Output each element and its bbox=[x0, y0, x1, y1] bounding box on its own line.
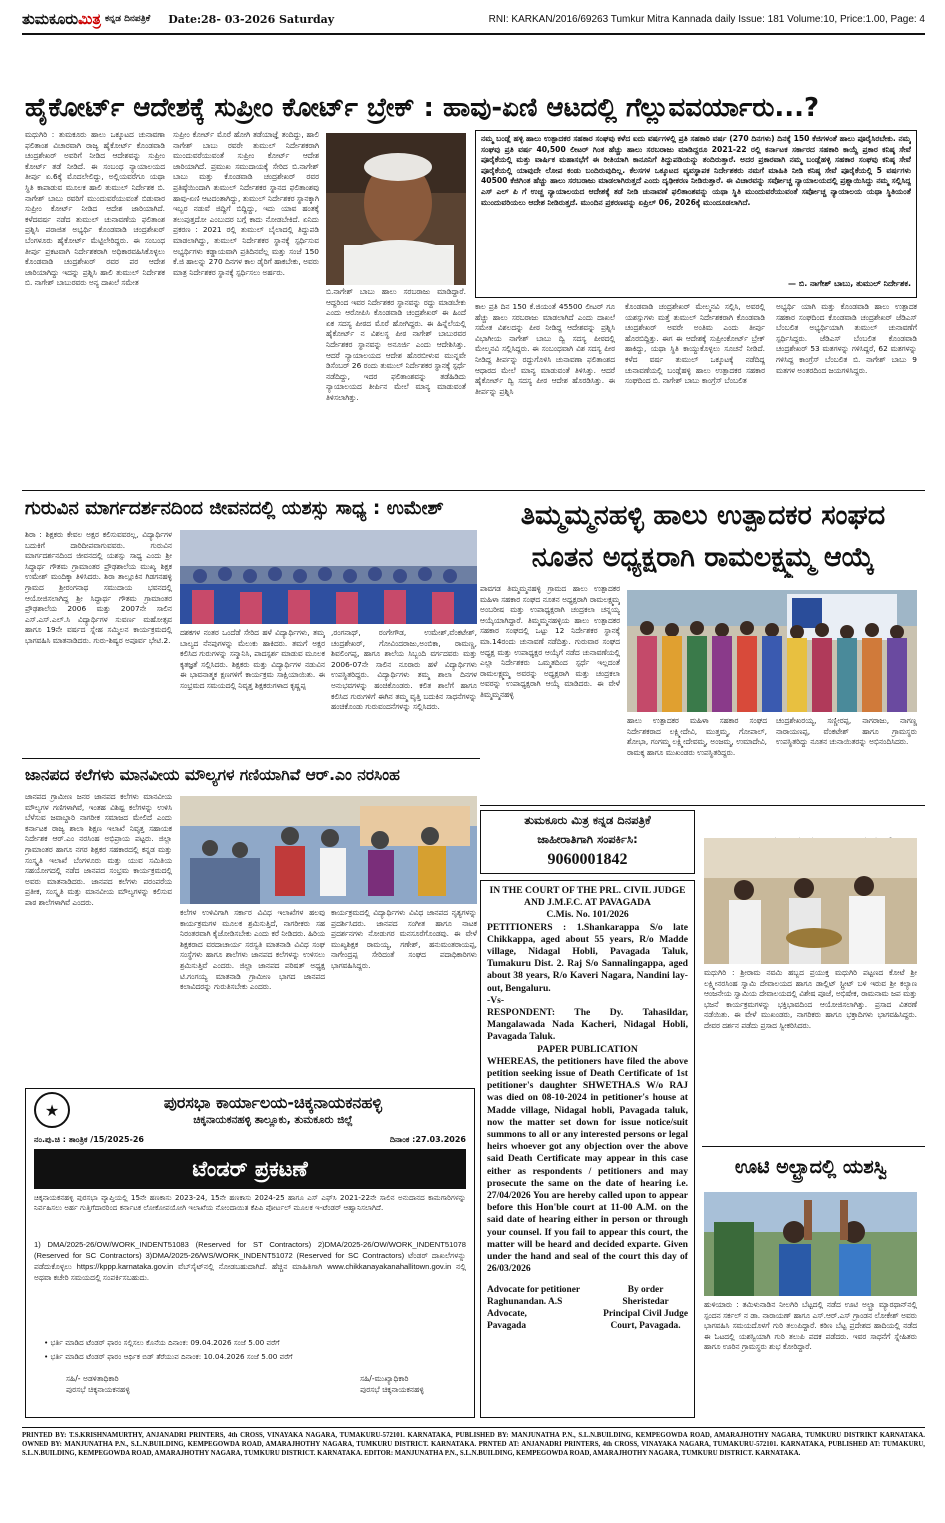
court-notice bbox=[480, 880, 695, 1418]
rule-1 bbox=[22, 490, 925, 491]
story4-col1: ಪಾವಗಡ ತಿಮ್ಮಮ್ಮನಹಳ್ಳಿ ಗ್ರಾಮದ ಹಾಲು ಉತ್ಪಾದಕರ ಮಹಿಳಾ ಸಹಕಾರ ಸಂಘದ ನೂತನ ಅಧ್ಯಕ್ಷರಾಗಿ ರಾಮಲಕ್ಷ್ಮಮ್ಮ ಅಂಬರೀಷ ಮತ್ತು ಉಪಾಧ್ಯಕ್ಷರಾಗಿ ಚಂದ್ರಕಲಾ ಚನ್ನಯ್ಯ ಆಯ್ಕೆಯಾಗಿದ್ದಾರೆ. ತಿಮ್ಮಮ್ಮನಹಳ್ಳಿಯ ಹಾಲು ಉತ್ಪಾದಕರ ಸಹಕಾರ ಸಂಘದಲ್ಲಿ ಒಟ್ಟು 12 ನಿರ್ದೇಶಕರ ಸ್ಥಾನಕ್ಕೆ ಮಾ.14ರಂದು ಚುನಾವಣೆ ನಡೆದಿತ್ತು. ಗುರುವಾರ ಸಂಘದ ಅಧ್ಯಕ್ಷ ಮತ್ತು ಉಪಾಧ್ಯಕ್ಷರ ಆಯ್ಕೆಗೆ ನಡೆದ ಚುನಾವಣೆಯಲ್ಲಿ ಎಲ್ಲಾ ನಿರ್ದೇಶಕರು ಒಮ್ಮತದಿಂದ ಸ್ಪರ್ಧೆ ಇಲ್ಲದಂತೆ ರಾಮಲಕ್ಷ್ಮಮ್ಮ ಅವರನ್ನು ಅಧ್ಯಕ್ಷರಾಗಿ ಮತ್ತು ಚಂದ್ರಕಲಾ ಅವರನ್ನು ಉಪಾಧ್ಯಕ್ಷರಾಗಿ ಆಯ್ಕೆ ಮಾಡಿದರು. ಈ ವೇಳೆ ತಿಮ್ಮಮ್ಮನಹಳ್ಳಿ bbox=[480, 584, 620, 699]
footer-rule bbox=[22, 1427, 925, 1428]
story1-col1: ಮಧುಗಿರಿ : ತುಮಕೂರು ಹಾಲು ಒಕ್ಕೂಟದ ಚುನಾವಣಾ ಫಲಿತಾಂಶ ವಿಚಾರವಾಗಿ ರಾಜ್ಯ ಹೈಕೋರ್ಟ್ ಕೊಂಡವಾಡಿ ಚಂದ್ರಶೇಖರ್ ಅವರಿಗೆ ನೀಡಿದ ಆದೇಶವನ್ನು ಸುಪ್ರೀಂ ಕೋರ್ಟ್ ತಡೆ ನೀಡಿದೆ. ಈ ಸಂಬಂಧ ನ್ಯಾಯಾಲಯದ ತೀರ್ಪು ಏ.6ಕ್ಕೆ ಮೊದಲೇಲಿದ್ದು, ಅಲ್ಲಿಯವರೆಗೂ ಯಥಾ ಸ್ಥಿತಿ ಕಾಪಾಡುವ ಮೂಲಕ ಹಾಲಿ ತುಮುಲ್ ನಿರ್ದೇಶಕ ಬಿ. ನಾಗೇಶ್ ಬಾಬು ರವರಿಗೆ ಮುಂದುವರೆಯುವಂತೆ ಬಿಡುವಾರ ಸುಪ್ರೀಂ ಕೋರ್ಟ್ ನೀಡಿದ ಆದೇಶ ಜಾರಿಯಾಗಿದೆ. ಕಳೆದವರ್ಷ ನಡೆದ ತುಮುಲ್ ಚುನಾವಣೆಯ ಫಲಿತಾಂಶ ಪ್ರಶ್ನಿಸಿ ಪರಾಜಿತ ಅಭ್ಯರ್ಥಿ ಕೊಂಡವಾಡಿ ಚಂದ್ರಶೇಖರ್ ಬೆಂಗಳೂರು ಹೈಕೋರ್ಟ್ ಮೆಟ್ಟಿಲೇರಿದ್ದರು. ಈ ಸಂಬಂಧ ತೀರ್ಪು ಪ್ರಕಟವಾಗಿ ನಿರ್ದೇಶಕರಾಗಿ ಅಧಿಕಾರವಹಿಸಿಕೊಳ್ಳಲು ಕೊಂಡವಾಡಿ ಚಂದ್ರಶೇಖರ್ ರವರ ಪರ ಆದೇಶ ಜಾರಿಯಾಗಿದ್ದು ಇದನ್ನು ಪ್ರಶ್ನಿಸಿ ಹಾಲಿ ತುಮುಲ್ ನಿರ್ದೇಶಕ ಬಿ. ನಾಗೇಶ್ ಬಾಬುರವರು ಅನ್ಯ ದಾಖಲೆ ಸಮೇತ bbox=[25, 130, 165, 288]
members-photo-illustration bbox=[627, 590, 917, 712]
ad-phone: 9060001842 bbox=[547, 851, 628, 868]
court-title: IN THE COURT OF THE PRL. CIVIL JUDGE AND J.M.F.C. AT PAVAGADA bbox=[489, 885, 686, 909]
story1-col3: ಬಿ.ನಾಗೇಶ್ ಬಾಬು ಹಾಲು ಸರಬರಾಜು ಮಾಡಿದ್ದಾರೆ. ಆದ್ದರಿಂದ ಇವರ ನಿರ್ದೇಶಕರ ಸ್ಥಾನವನ್ನು ರದ್ದು ಮಾಡಬೇಕು ಎಂದು ಆರೋಪಿಸಿ ಕೊಂಡವಾಡಿ ಚಂದ್ರಶೇಖರ್ ಈ ಹಿಂದೆ ಏಕ ಸದಸ್ಯ ಪೀಠದ ಮೊರೆ ಹೋಗಿದ್ದರು. ಈ ಹಿನ್ನೆಲೆಯಲ್ಲಿ ಹೈಕೋರ್ಟ್ ನ ವಿಶಲಸ್ಥ ಪೀಠ ನಾಗೇಶ್ ಬಾಬುರವರ ನಿರ್ದೇಶಕರ ಸ್ಥಾನವನ್ನು ಅನೂರ್ಜಿ ಎಂದು ಆದೇಶಿಸಿತ್ತು. ಆದರೆ ನ್ಯಾಯಾಲಯದ ಆದೇಶ ಹೊರಬೀಳುವ ಮುನ್ನವೇ ಡಿಸೆಂಬರ್ 26 ರಂದು ತುಮುಲ್ ನಿರ್ದೇಶಕರ ಸ್ಥಾನಕ್ಕೆ ಸ್ಪರ್ಧೆ ನಡೆದಿದ್ದು, ಇದರ ಫಲಿತಾಂಶವನ್ನು ತಡೆಹಿಡಿದು ನ್ಯಾಯಾಲಯದ ತೀರ್ಪಿನ ಮೇಲೆ ಮಾನ್ಯ ಮಾಡುವಂತೆ ತಿಳಿಸಲಾಗಿತ್ತು. bbox=[326, 287, 466, 402]
brand-logo: ತುಮಕೂರುಮಿತ್ರ bbox=[22, 10, 101, 28]
story1-statement-box bbox=[475, 130, 917, 298]
emblem-icon: ★ bbox=[34, 1092, 70, 1128]
tender-header bbox=[26, 1089, 474, 1131]
story6-runners-photo bbox=[704, 1192, 917, 1296]
event-photo-illustration bbox=[180, 796, 477, 904]
statement-signature: — ಬಿ. ನಾಗೇಶ್ ಬಾಬು, ತುಮುಲ್ ನಿರ್ದೇಶಕ. bbox=[788, 279, 911, 288]
tender-notice bbox=[25, 1088, 475, 1418]
tender-deadline-2: • ಭರ್ತಿ ಮಾಡಿದ ಟೆಂಡರ್ ಫಾರಂ ಆರ್ಥಿಕ ಬಿಡ್ ತೆರೆಯುವ ದಿನಾಂಕ: 10.04.2026 ಸಂಜೆ 5.00 ವರೆಗೆ bbox=[44, 1352, 293, 1361]
court-by-order: By order Sheristedar Principal Civil Judge Court, Pavagada. bbox=[603, 1284, 688, 1332]
temple-photo-illustration bbox=[704, 838, 917, 964]
tender-deadline-1: • ಭರ್ತಿ ಮಾಡಿದ ಟೆಂಡರ್ ಫಾರಂ ಸಲ್ಲಿಸಲು ಕೊನೆಯ ದಿನಾಂಕ: 09.04.2026 ಸಂಜೆ 5.00 ವರೆಗೆ bbox=[44, 1338, 280, 1347]
story5-temple-photo bbox=[704, 838, 917, 964]
story1-col2: ಸುಪ್ರೀಂ ಕೋರ್ಟ್ ಮೊರೆ ಹೋಗಿ ತಡೆಯಾಜ್ಞೆ ತಂದಿದ್ದು, ಹಾಲಿ ನಾಗೇಶ್ ಬಾಬು ರವರೇ ತುಮುಲ್ ನಿರ್ದೇಶಕರಾಗಿ ಮುಂದುವರೆಯುವಂತೆ ಸುಪ್ರೀಂ ಕೋರ್ಟ್ ಆದೇಶ ಜಾರಿಯಾಗಿದೆ. ಪ್ರಮುಖ ಸಮುದಾಯಕ್ಕೆ ಸೇರಿದ ಬಿ.ನಾಗೇಶ್ ಬಾಬು ಮತ್ತು ಕೊಂಡವಾಡಿ ಚಂದ್ರಶೇಖರ್ ರವರ ಪ್ರತಿಷ್ಠೆಯಿಂದಾಗಿ ತುಮುಲ್ ನಿರ್ದೇಶಕರ ಸ್ಥಾನದ ಫಲಿತಾಂಶವು ಹಾವು-ಏಣಿ ಆಟದಂತಾಗಿದ್ದು, ತುಮುಲ್ ನಿರ್ದೇಶಕರ ಸ್ಥಾನಕ್ಕಾಗಿ ಇಬ್ಬರ ನಡುವೆ ಜಿದ್ದಿಗೆ ಬಿದ್ದಿದ್ದು, ಇದು ಯಾವ ಹಂತಕ್ಕೆ ತಲುಪುತ್ತದೋ ಎಂಬುದರ ಬಗ್ಗೆ ಕಾದು ನೋಡಬೇಕಿದೆ. ಏನಿದು ಪ್ರಕರಣ : 2021 ರಲ್ಲಿ ತುಮುಲ್ ಬೈಲಾದಲ್ಲಿ ತಿದ್ದುಪಡಿ ಮಾಡಲಾಗಿದ್ದು, ತುಮುಲ್ ನಿರ್ದೇಶಕರ ಸ್ಥಾನಕ್ಕೆ ಸ್ಪರ್ಧಿಸುವ ಅಭ್ಯರ್ಥಿಗಳು ಕಡ್ಡಾಯವಾಗಿ ಪ್ರತಿದಿನವೆಲ್ಲ ಮತ್ತು ಸಂಜೆ 150 ಕೆ.ಜಿ ಹಾಲನ್ನು 270 ದಿನಗಳ ಕಾಲ ಡೈರಿಗೆ ಹಾಕಬೇಕು, ಅವರು ಮಾತ್ರ ನಿರ್ದೇಶಕರ ಸ್ಥಾನಕ್ಕೆ ಸ್ಪರ್ಧಿಸಲು ಅರ್ಹರು. bbox=[173, 130, 319, 277]
court-body: WHEREAS, the petitioners have filed the above petition seeking issue of Death Certificate of 1st petitioner's daughter SHWETHA.S W/o RAJ was died on 08-10-2024 in petitioner's house at Madde village, Nidagal hobli, Pavagada taluk, now the matter set down for issue notice/suit summons to all or any interested persons or legal heirs whoever got any objection over the above said Death Certificate may appear in this case either as respondents / petitioners and may prosecute the same on the date of hearing i.e. 27/04/2026 You are hereby called upon to appear before this Hon'ble court at 11-00 A.M. on the said date of hearing either in person or through your counsel. If you fail to appear this court, the matter will be heard and decided exparte. Given under the hand and seal of the court this day of 26/03/2026 bbox=[487, 1055, 688, 1275]
court-advocate: Advocate for petitioner Raghunandan. A.S Advocate, Pavagada bbox=[487, 1284, 581, 1332]
issue-date: Date:28- 03-2026 Saturday bbox=[168, 12, 335, 26]
tender-ref-row bbox=[26, 1131, 474, 1147]
rni-info: RNI: KARKAN/2016/69263 Tumkur Mitra Kannada daily Issue: 181 Volume:10, Price:1.00, Page: 4 bbox=[488, 13, 925, 25]
story3-col1: ಜಾನಪದ ಗ್ರಾಮೀಣ ಜನರ ಜಾನಪದ ಕಲೆಗಳು ಮಾನವೀಯ ಮೌಲ್ಯಗಳ ಗಣಿಗಳಾಗಿವೆ, ಇಂತಹ ವಿಶಿಷ್ಟ ಕಲೆಗಳನ್ನು ಉಳಿಸಿ ಬೆಳೆಸುವ ಜವಾಬ್ದಾರಿ ನಾಗರೀಕ ಸಮಾಜದ ಮೇಲಿದೆ ಎಂದು ಕರ್ನಾಟಕ ರಾಜ್ಯ ಶಾಲಾ ಶಿಕ್ಷಣ ಇಲಾಖೆ ನಿವೃತ್ತ ಸಹಾಯಕ ನಿರ್ದೇಶಕ ಆರ್.ಎಂ ನರಸಿಂಹ ಅಭಿಪ್ರಾಯ ಪಟ್ಟರು. ಜಿಲ್ಲಾ ಗ್ರಾಮಾಂತರ ಹಾಗೂ ನಗರ ಶಿಕ್ಷಕರ ಸಹಕಾರದಲ್ಲಿ ಕನ್ನಡ ಮತ್ತು ಸಂಸ್ಕೃತಿ ಇಲಾಖೆ ಬೆಂಗಳೂರು ಮತ್ತು ಯುವ ಸಮಿತಿಯ ಸಹಯೋಗದಲ್ಲಿ ನಡೆದ ಜಾನಪದ ಸಂಭ್ರಮ ಕಾರ್ಯಕ್ರಮದಲ್ಲಿ ಅವರು ಮಾತನಾಡಿದರು. ಜಾನಪದ ಕಲೆಗಳು ಪರಂಪರೆಯ ಪ್ರತೀಕ, ಸಂಸ್ಕೃತಿ ಮತ್ತು ಮಾನವೀಯ ಮೌಲ್ಯಗಳನ್ನು ಕಲಿಸುವ ಪಾಠ ಶಾಲೆಗಳಾಗಿವೆ ಎಂದರು. bbox=[25, 792, 172, 907]
story1-portrait-photo bbox=[326, 133, 466, 285]
rule-3 bbox=[480, 805, 925, 806]
tender-taluk: ಚಿಕ್ಕನಾಯಕನಹಳ್ಳಿ ತಾಲ್ಲೂಕು, ತುಮಕೂರು ಜಿಲ್ಲೆ bbox=[193, 1114, 353, 1126]
ad-box bbox=[480, 810, 695, 874]
top-rule bbox=[22, 33, 925, 35]
story1-col6: ಅಭ್ಯರ್ಥಿ ಯಾಗಿ ಮತ್ತು ಕೊಂಡವಾಡಿ ಹಾಲು ಉತ್ಪಾದಕ ಸಹಕಾರ ಸಂಘದಿಂದ ಕೊಂಡವಾಡಿ ಚಂದ್ರಶೇಖರ್ ಜೆಡಿಎಸ್ ಬೆಂಬಲಿತ ಅಭ್ಯರ್ಥಿಯಾಗಿ ತುಮುಲ್ ಚುನಾವಣೆಗೆ ಸ್ಪರ್ಧಿಸಿದ್ದರು. ಜೆಡಿಎಸ್ ಬೆಂಬಲಿತ ಕೊಂಡವಾಡಿ ಚಂದ್ರಶೇಖರ್ 53 ಮತಗಳನ್ನು ಗಳಿಸಿದ್ದರೆ, 62 ಮತಗಳನ್ನು ಗಳಿಸಿದ್ದ ಕಾಂಗ್ರೆಸ್ ಬೆಂಬಲಿತ ಬಿ. ನಾಗೇಶ್ ಬಾಬು 9 ಮತಗಳ ಅಂತರದಿಂದ ಜಯಗಳಿಸಿದ್ದರು. bbox=[776, 302, 917, 375]
story5-body: ಮಧುಗಿರಿ : ಶ್ರೀರಾಮ ನವಮಿ ಹಬ್ಬದ ಪ್ರಯುಕ್ತ ಮಧುಗಿರಿ ಪಟ್ಟಣದ ಕೋಟೆ ಶ್ರೀ ಲಕ್ಷ್ಮೀನರಸಿಂಹ ಸ್ವಾಮಿ ದೇವಾಲಯದ ಹಾಗೂ ಡಾಲ್ಲಿಟ್ ಸ್ಟ್ರೀಟ್ ಬಳಿ ಇರುವ ಶ್ರೀ ಕಲ್ಯಾಣ ಆಂಜನೇಯ ಸ್ವಾಮಿಯ ದೇವಾಲಯದಲ್ಲಿ ವಿಶೇಷ ಪೂಜೆ, ಅಭಿಷೇಕ, ರಾಮನಾಮ ಜಪ ಮತ್ತು ಭಜನೆ ಕಾರ್ಯಕ್ರಮಗಳನ್ನು ಭಕ್ತಿಭಾವದಿಂದ ಆಯೋಜಿಸಲಾಗಿತ್ತು. ಪ್ರಸಾದ ವಿತರಣೆ ನಡೆಯಿತು. ಈ ವೇಳೆ ಮುಖಂಡರು, ನಾಗರಿಕರು ಹಾಗೂ ಭಕ್ತಾದಿಗಳು ಭಾಗವಹಿಸಿದ್ದರು. ದೇವರ ದರ್ಶನ ಪಡೆದು ಪ್ರಸಾದ ಸ್ವೀಕರಿಸಿದರು. bbox=[704, 968, 917, 1030]
masthead bbox=[22, 8, 925, 30]
story2-group-photo bbox=[180, 530, 477, 624]
rule-2 bbox=[22, 758, 480, 759]
story4-col2: ಹಾಲು ಉತ್ಪಾದಕರ ಮಹಿಳಾ ಸಹಕಾರ ಸಂಘದ ನಿರ್ದೇಶಕರಾದ ಲಕ್ಷ್ಮೀದೇವಿ, ಮುತ್ತಮ್ಮ, ಗೋಪಾಲ್, ಶೋಭಾ, ಗಂಗಮ್ಮ ಲಕ್ಷ್ಮೀದೇವಮ್ಮ, ಅಂಜಮ್ಮ, ಉಮಾದೇವಿ, ರಾಮಕ್ಕ ಹಾಗೂ ಮುಖಂಡರು ಉಪಸ್ಥಿತರಿದ್ದರು. bbox=[627, 716, 767, 757]
story2-headline: ಗುರುವಿನ ಮಾರ್ಗದರ್ಶನದಿಂದ ಜೀವನದಲ್ಲಿ ಯಶಸ್ಸು ಸಾಧ್ಯ : ಉಮೇಶ್ bbox=[25, 498, 444, 519]
tender-sign-left: ಸಹಿ/- ಅಡಳಿತಾಧಿಕಾರಿ ಪುರಸಭೆ ಚಿಕ್ಕನಾಯಕನಹಳ್ಳಿ bbox=[66, 1374, 130, 1394]
court-case-no: C.Mis. No. 101/2026 bbox=[546, 909, 629, 921]
story3-col2: ಕಲೆಗಳ ಉಳಿವಿಗಾಗಿ ಸರ್ಕಾರ ವಿವಿಧ ಇಲಾಖೆಗಳ ಹಲವು ಕಾರ್ಯಕ್ರಮಗಳ ಮೂಲಕ ಶ್ರಮಿಸುತ್ತಿದೆ, ನಾಗರೀಕರು ಸಹ ನಿರಂತರವಾಗಿ ಕೈಜೋಡಿಸಬೇಕು ಎಂದು ಕರೆ ನೀಡಿದರು. ಹಿರಿಯ ಶಿಕ್ಷಕರಾದ ವರದಾಚಾರ್ಯ ಸರಸ್ವತಿ ಮಾತನಾಡಿ ವಿವಿಧ ಸಂಘ ಸಂಸ್ಥೆಗಳು ಹಾಗೂ ಶಾಲೆಗಳು ಜಾನಪದ ಕಲೆಗಳನ್ನು ಉಳಿಸಲು ಶ್ರಮಿಸುತ್ತಿವೆ ಎಂದರು. ಜಿಲ್ಲಾ ಜಾನಪದ ಪರಿಷತ್ ಅಧ್ಯಕ್ಷ ಟಿ.ಗಂಗಯ್ಯ ಮಾತನಾಡಿ ಗ್ರಾಮೀಣ ಭಾಗದ ಜಾನಪದ ಕಲಾವಿದರನ್ನು ಗುರುತಿಸಬೇಕು ಎಂದರು. bbox=[180, 908, 325, 992]
group-photo-illustration bbox=[180, 530, 477, 624]
rule-4 bbox=[702, 1146, 925, 1147]
story2-col2: ದಶಕಗಳ ನಂತರ ಒಂದೆಡೆ ಸೇರಿದ ಹಳೆ ವಿದ್ಯಾರ್ಥಿಗಳು, ತಮ್ಮ ಬಾಲ್ಯದ ನೆನಪುಗಳನ್ನು ಮೆಲುಕು ಹಾಕಿದರು. ತಮಗೆ ಅಕ್ಷರ ಕಲಿಸಿದ ಗುರುಗಳನ್ನು ಸನ್ಮಾನಿಸಿ, ಪಾದಸ್ಪರ್ಶ ಮಾಡುವ ಮೂಲಕ ಕೃತಜ್ಞತೆ ಸಲ್ಲಿಸಿದರು. ಶಿಕ್ಷಕರು ಮತ್ತು ವಿದ್ಯಾರ್ಥಿಗಳ ನಡುವಿನ ಈ ಭಾವನಾತ್ಮಕ ಕ್ಷಣಗಳಿಗೆ ಕಾರ್ಯಕ್ರಮ ಸಾಕ್ಷಿಯಾಯಿತು. ಈ ಸಂಭ್ರಮದ ಸಮಯದಲ್ಲಿ ನಿವೃತ್ತ ಶಿಕ್ಷಕರುಗಳಾದ ಕೃಷ್ಣಪ್ಪ bbox=[180, 628, 325, 690]
story1-col5: ಕೊಂಡವಾಡಿ ಚಂದ್ರಶೇಖರ್ ಮೇಲ್ಮನವಿ ಸಲ್ಲಿಸಿ, ಅವರಲ್ಲಿ ಯಶಸ್ಸುಗಳು ಮತ್ತೆ ತುಮುಲ್ ನಿರ್ದೇಶಕರಾಗಿ ಕೊಂಡವಾಡಿ ಚಂದ್ರಶೇಖರ್ ಅವರೇ ಅಂತಿಮ ಎಂದು ತೀರ್ಪು ಹೊರಬಿದ್ದಿತ್ತು. ಈಗ ಈ ಆದೇಶಕ್ಕೆ ಸುಪ್ರೀಂಕೋರ್ಟ್ ಬ್ರೇಕ್ ಹಾಕಿದ್ದು, ಯಥಾ ಸ್ಥಿತಿ ಕಾಯ್ದುಕೊಳ್ಳಲು ಸೂಚನೆ ನೀಡಿದೆ. ಕಳೆದ ವರ್ಷ ತುಮುಲ್ ಒಕ್ಕೂಟಕ್ಕೆ ನಡೆದಿದ್ದ ಚುನಾವಣೆಯಲ್ಲಿ ಬಂಡ್ಲೆಹಳ್ಳಿ ಹಾಲು ಉತ್ಪಾದಕರ ಸಹಕಾರ ಸಂಘದಿಂದ ಬಿ. ನಾಗೇಶ್ ಬಾಬು ಕಾಂಗ್ರೆಸ್ ಬೆಂಬಲಿತ bbox=[625, 302, 765, 386]
story3-headline: ಜಾನಪದ ಕಲೆಗಳು ಮಾನವೀಯ ಮೌಲ್ಯಗಳ ಗಣಿಯಾಗಿವೆ ಆರ್.ಎಂ ನರಸಿಂಹ bbox=[25, 766, 400, 784]
court-respondent: RESPONDENT: The Dy. Tahasildar, Mangalawada Nada Kacheri, Nidagal Hobli, Pavagada Taluk. bbox=[487, 1007, 688, 1043]
court-paper-publication: PAPER PUBLICATION bbox=[537, 1043, 638, 1055]
tender-office-name: ಪುರಸಭಾ ಕಾರ್ಯಾಲಯ-ಚಿಕ್ಕನಾಯಕನಹಳ್ಳಿ bbox=[163, 1093, 383, 1112]
tender-title: ಟೆಂಡರ್ ಪ್ರಕಟಣೆ bbox=[34, 1149, 466, 1189]
ad-line2: ಜಾಹೀರಾತಿಗಾಗಿ ಸಂಪರ್ಕಿಸಿ: bbox=[537, 832, 638, 846]
tender-sign-right: ಸಹಿ/-ಮುಖ್ಯಾಧಿಕಾರಿ ಪುರಸಭೆ ಚಿಕ್ಕನಾಯಕನಹಳ್ಳಿ bbox=[360, 1374, 424, 1394]
story6-headline: ಊಟಿ ಅಲ್ಟ್ರಾದಲ್ಲಿ ಯಶಸ್ವಿ bbox=[734, 1156, 888, 1178]
tender-body: ಚಿಕ್ಕನಾಯಕನಹಳ್ಳಿ ಪುರಸಭಾ ವ್ಯಾಪ್ತಿಯಲ್ಲಿ 15ನೇ ಹಣಕಾಸು 2023-24, 15ನೇ ಹಣಕಾಸು 2024-25 ಹಾಗೂ ಎಸ್ ಎಫ್‌ಸಿ 2021-22ನೇ ಸಾಲಿನ ಅನುದಾನದ ಕಾಮಗಾರಿಗಳನ್ನು ನಿರ್ವಹಿಸಲು ಅರ್ಹ ಗುತ್ತಿಗೆದಾರರಿಂದ ಕರ್ನಾಟಕ ಲೋಕೋಪಯೋಗಿ ಇಲಾಖೆಯ ನೋಂದಾಯಿತ ಕೆಪಿಪಿ ಪೋರ್ಟಲ್ ಮೂಲಕ ಇ-ಟೆಂಡರ್ ಆಹ್ವಾನಿಸಲಾಗಿದೆ. bbox=[34, 1193, 466, 1213]
story2-col1: ಶಿರಾ : ಶಿಕ್ಷಕರು ಕೇವಲ ಅಕ್ಷರ ಕಲಿಸುವವರಲ್ಲ, ವಿದ್ಯಾರ್ಥಿಗಳ ಬದುಕಿಗೆ ದಾರಿದೀಪವಾಗುವವರು. ಗುರುವಿನ ಮಾರ್ಗದರ್ಶನದಿಂದ ಜೀವನದಲ್ಲಿ ಯಶಸ್ಸು ಸಾಧ್ಯ ಎಂದು ಶ್ರೀ ಸಿದ್ಧಾರ್ಥ ಗೌತಮ ಗ್ರಾಮಾಂತರ ಪ್ರೌಢಶಾಲೆಯ ಮುಖ್ಯ ಶಿಕ್ಷಕ ಉಮೇಶ್ ಮಂದಿಕ್ಕಾ ತಿಳಿಸಿದರು. ಶಿರಾ ತಾಲ್ಲೂಕಿನ ಗಿಡಗನಹಳ್ಳಿ ಗ್ರಾಮದ ಶ್ರೀರಂಗನಾಥ ಸಮುದಾಯ ಭವನದಲ್ಲಿ ಆಯೋಜಿಸಲಾಗಿದ್ದ ಶ್ರೀ ಸಿದ್ಧಾರ್ಥ ಗೌತಮ ಗ್ರಾಮಾಂತರ ಪ್ರೌಢಶಾಲೆಯ 2006 ಮತ್ತು 2007ನೇ ಸಾಲಿನ ಎಸ್.ಎಸ್.ಎಲ್.ಸಿ ವಿದ್ಯಾರ್ಥಿಗಳ ಸುವರ್ಣ ಮಹೋತ್ಸವ ಹಾಗೂ 19ನೇ ವರ್ಷದ ಸ್ನೇಹ ಸಮ್ಮಿಲನ ಕಾರ್ಯಕ್ರಮದಲ್ಲಿ ಭಾಗವಹಿಸಿ ಮಾತನಾಡಿದರು. ಗುರು-ಶಿಷ್ಯರ ಅಪೂರ್ವ ಭೇಟಿ.2. bbox=[25, 530, 172, 645]
tender-ref-no: ನಂ.ಪು.ಚಿ : ತಾಂತ್ರಿಕ /15/2025-26 bbox=[34, 1135, 144, 1144]
tender-signatures bbox=[66, 1373, 424, 1395]
brand-subtitle: ಕನ್ನಡ ದಿನಪತ್ರಿಕೆ bbox=[104, 14, 151, 24]
court-petitioners: PETITIONERS : 1.Shankarappa S/o late Chikkappa, aged about 55 years, R/o Madde village, Nidagal Hobli, Pavagada Taluk, Tumakuru Dist. 2. Raj S/o Sannalingappa, aged about 38 years, R/o Kaveri Nagara, Nandini lay-out, Bengaluru. bbox=[487, 921, 688, 994]
story3-col3: ಕಾರ್ಯಕ್ರಮದಲ್ಲಿ ವಿದ್ಯಾರ್ಥಿಗಳು ವಿವಿಧ ಜಾನಪದ ನೃತ್ಯಗಳನ್ನು ಪ್ರದರ್ಶಿಸಿದರು. ಜಾನಪದ ಸಂಗೀತ ಹಾಗೂ ನಾಟಕ ಪ್ರದರ್ಶನಗಳು ನೋಡುಗರ ಮನಸೂರೆಗೊಂಡವು. ಈ ವೇಳೆ ಮುಖ್ಯಶಿಕ್ಷಕ ರಾಮಯ್ಯ, ಗಣೇಶ್, ಹನುಮಂತರಾಯಪ್ಪ, ನಾಗೇಂದ್ರಪ್ಪ ಸೇರಿದಂತೆ ಸಂಘದ ಪದಾಧಿಕಾರಿಗಳು ಭಾಗವಹಿಸಿದ್ದರು. bbox=[331, 908, 477, 970]
story3-event-photo bbox=[180, 796, 477, 904]
tender-indents: 1) DMA/2025-26/OW/WORK_INDENT51083 (Reserved for ST Contractors) 2)DMA/2025-26/OW/WORK_INDENT51078 (Reserved for SC Contractors) 3)DMA/2025-26/WS/WORK_INDENT51072 (Reserved for SC Contractors) ಟೆಂಡರ್ ದಾಖಲೆಗಳನ್ನು ಪಡೆದುಕೊಳ್ಳಲು https://kppp.karnataka.gov.in ವೆಬ್‌ಸೈಟ್‌ನಲ್ಲಿ ನೋಡಬಹುದಾಗಿದೆ. ಹೆಚ್ಚಿನ ಮಾಹಿತಿಗಾಗಿ www.chikkanayakanahallitown.gov.in ನಲ್ಲಿ ಅಥವಾ ಕಚೇರಿ ಸಮಯದಲ್ಲಿ ಸಂಪರ್ಕಿಸಬಹುದು. bbox=[34, 1240, 466, 1282]
story6-body: ಹುಳಿಯಾರು : ತಮಿಳುನಾಡಿನ ನೀಲಗಿರಿ ಬೆಟ್ಟದಲ್ಲಿ ನಡೆದ ಊಟಿ ಅಲ್ಟ್ರಾ ಮ್ಯಾರಥಾನ್‌ನಲ್ಲಿ ಸ್ಪಂದನ ಸರ್ಕಲ್ ನ ಡಾ. ನಾರಾಯಣ್ ಹಾಗೂ ಎಸ್.ಆರ್.ಎಸ್ ಗ್ರಾಂಡನ ಲೋಕೇಶ್ ಅವರು ಭಾಗವಹಿಸಿ ಸಮಯದೊಳಗೆ ಗುರಿ ತಲುಪಿದ್ದಾರೆ. ಕಠಿಣ ಬೆಟ್ಟ ಪ್ರದೇಶದ ಹಾದಿಯಲ್ಲಿ ನಡೆದ ಈ ಓಟದಲ್ಲಿ ಯಶಸ್ವಿಯಾಗಿ ಗುರಿ ತಲುಪಿ ಪದಕ ಪಡೆದರು. ಇವರ ಸಾಧನೆಗೆ ಸ್ನೇಹಿತರು ಹಾಗೂ ಊರಿನ ಗ್ರಾಮಸ್ಥರು ಶುಭ ಕೋರಿದ್ದಾರೆ. bbox=[704, 1300, 917, 1352]
runners-photo-illustration bbox=[704, 1192, 917, 1296]
imprint-footer: PRINTED BY: T.S.KRISHNAMURTHY, ANJANADRI PRINTERS, 4th CROSS, VINAYAKA NAGARA, TUMAKURU-572101. KARNATAKA, PUBLISHED BY: MANJUNATHA P.N., S.L.N.BUILDING, KEMPEGOWDA ROAD, AMARAJHOTHY NAGARA, TUMKURU DISTRIKT KARNATAKA. OWNED BY: MANJUNATHA P.N., S.L.N.BUILDING, KEMPEGOWDA ROAD, AMARAJHOTHY NAGARA, TUMKURU DISTRICT. KARNATAKA. PRNTED AT: ANJANADRI PRINTERS, 4th CROSS, VINAYAKA NAGARA, TUMAKURU-572101. KARNATAKA, PUBLISHED AT: TUMAKURU, S.L.N.BUILDING, KEMPEGOWDA ROAD, AMARAJHOTHY NAGARA, TUMKURU DISTRICT. KARNATAKA. EDITOR: MANJUNATHA P.N., S.L.N.BUILDING, KEMPEGOWDA ROAD, AMARAJHOTHY NAGARA, TUMKURU DISTRICT. KARNATAKA. bbox=[22, 1432, 925, 1457]
portrait-illustration bbox=[326, 133, 466, 285]
story4-members-photo bbox=[627, 590, 917, 712]
story2-col3: ,ರಂಗನಾಥ್, ರಂಗೇಗೌಡ, ಉಮೇಶ್,ವೆಂಕಟೇಶ್, ಚಂದ್ರಶೇಖರ್, ಗೋವಿಂದರಾಜು,ಅಂಬಿಕಾ, ರಾಮಣ್ಣ, ಶಿವಲಿಂಗಪ್ಪ, ಹಾಗೂ ಶಾಲೆಯ ಸಿಬ್ಬಂದಿ ವರ್ಗದವರು ಮತ್ತು 2006-07ನೇ ಸಾಲಿನ ನೂರಾರು ಹಳೆ ವಿದ್ಯಾರ್ಥಿಗಳು ಉಪಸ್ಥಿತರಿದ್ದರು. ವಿದ್ಯಾರ್ಥಿಗಳು ತಮ್ಮ ಶಾಲಾ ದಿನಗಳ ಅನುಭವಗಳನ್ನು ಹಂಚಿಕೊಂಡರು. ಕಲಿತ ಶಾಲೆಗೆ ಹಾಗೂ ಕಲಿಸಿದ ಗುರುಗಳಿಗೆ ಈಗಿನ ತಮ್ಮ ವೃತ್ತಿ ಬದುಕಿನ ಸಾಧನೆಗಳನ್ನು ಹಂಚಿಕೊಂಡು ಗುರುವಂದನೆಗಳನ್ನು ಸಲ್ಲಿಸಿದರು. bbox=[331, 628, 477, 712]
tender-date: ದಿನಾಂಕ :27.03.2026 bbox=[389, 1135, 466, 1144]
story4-col3: ಚಂದ್ರಶೇಖರಯ್ಯ, ಸಣ್ಣೀರಪ್ಪ, ನಾಗರಾಜು, ನಾಗಣ್ಣ ನಾರಾಯಣಪ್ಪ, ವೆಂಕಟೇಶ್ ಹಾಗೂ ಗ್ರಾಮಸ್ಥರು ಉಪಸ್ಥಿತರಿದ್ದು ನೂತನ ಚುನಾಯಿತರನ್ನು ಅಭಿನಂದಿಸಿದರು. bbox=[776, 716, 917, 747]
story4-headline-line2: ನೂತನ ಅಧ್ಯಕ್ಷರಾಗಿ ರಾಮಲಕ್ಷ್ಮಮ್ಮ ಆಯ್ಕೆ bbox=[531, 542, 875, 573]
court-signatures bbox=[487, 1284, 688, 1333]
statement-text: ನಮ್ಮ ಬಂಡ್ಲೆ ಹಳ್ಳಿ ಹಾಲು ಉತ್ಪಾದಕರ ಸಹಕಾರ ಸಂಘವು ಕಳೆದ ಐದು ವರ್ಷಗಳಲ್ಲಿ ಪ್ರತಿ ಸಹಕಾರಿ ವರ್ಷ (270 ದಿನಗಳು) ದಿನಕ್ಕೆ 150 ಕೆಜಿಗಳಂತೆ ಹಾಲು ಪೂರೈಸಿರಬೇಕು. ನಮ್ಮ ಸಂಘವು ಪ್ರತಿ ವರ್ಷ 40,500 ಲೀಟರ್ ಗಿಂತ ಹೆಚ್ಚು ಹಾಲು ಸರಬರಾಜು ಮಾಡಿದ್ದರೂ 2021-22 ರಲ್ಲಿ ಕರ್ನಾಟಕ ಸರ್ಕಾರದ ಸಹಕಾರಿ ಕಾಯ್ದೆ ಪ್ರಕಾರ ಕನಿಷ್ಠ ಸೇವೆ ಪೂರೈಕೆಯಲ್ಲಿ ಮತ್ತು ವಾರ್ಷಿಕ ಮಹಾಸಭೆಗೆ ಈ ರೀತಿಯಾಗಿ ಕಾನೂನಿಗೆ ತಿದ್ದುಪಡಿಯನ್ನು ತಂದಿರುತ್ತಾರೆ. ಅದರ ಪ್ರಕಾರವಾಗಿ ನಮ್ಮ ಬಂಡ್ಲೆಹಳ್ಳಿ ಸಹಕಾರ ಸಂಘವು ಕನಿಷ್ಠ ಸೇವೆ ಪೂರೈಕೆಯಲ್ಲಿ ಯಾವುದೇ ಲೋಪ ಕಂಡು ಬಂದಿರುವುದಿಲ್ಲ. ಕೆಲಸಗಳ ಒಕ್ಕೂಟದ ವ್ಯವಸ್ಥಾಪಕ ನಿರ್ದೇಶಕರು ನಮಗೆ ಮಾಹಿತಿ ನೀಡಿ ಕನಿಷ್ಠ ಸೇವೆ ಪೂರೈಕೆಯಲ್ಲಿ 5 ವರ್ಷಗಳು 40500 ಕೆಜಿಗಿಂತ ಹೆಚ್ಚು ಹಾಲು ಸರಬರಾಜು ಮಾಡಲಾಗಿರುತ್ತದೆ ಎಂದು ದೃಢೀಕರಣ ನೀಡಿರುತ್ತಾರೆ. ಈ ವಿಚಾರವನ್ನು ಸರ್ವೋಚ್ಚ ನ್ಯಾಯಾಲಯದಲ್ಲಿ ಪ್ರಶ್ನಾಯಿಸಿದ್ದು ನಮ್ಮ ಸಲ್ಲಿಸಿದ್ದ ಎಸ್ ಎಲ್ ಪಿ ಗೆ ಉಚ್ಚ ನ್ಯಾಯಾಲಯದ ಆದೇಶಕ್ಕೆ ತಡೆ ನೀಡಿ ಚುನಾವಣೆ ಫಲಿತಾಂಶವನ್ನು ಯಥಾ ಸ್ಥಿತಿ ಮುಂದುವರೆಯುವಂತೆ ಸರ್ವೋಚ್ಚ ನ್ಯಾಯಾಲಯ ಯಥಾ ಸ್ಥಿತಿಯಂತೆ ಮುಂದುವರಿಯಲು ಆದೇಶ ನೀಡಿರುತ್ತದೆ. ಮುಂದಿನ ಪ್ರಕರಣವನ್ನು ಏಪ್ರಿಲ್ 06, 2026ಕ್ಕೆ ಮುಂದೂಡಲಾಗಿದೆ. bbox=[481, 134, 911, 207]
ad-line1: ತುಮಕೂರು ಮಿತ್ರ ಕನ್ನಡ ದಿನಪತ್ರಿಕೆ bbox=[524, 813, 651, 827]
court-vs: -Vs- bbox=[487, 994, 505, 1006]
story4-headline-line1: ತಿಮ್ಮಮ್ಮನಹಳ್ಳಿ ಹಾಲು ಉತ್ಪಾದಕರ ಸಂಘದ bbox=[520, 500, 886, 531]
story1-col4: ಕಾಲ ಪ್ರತಿ ದಿನ 150 ಕೆ.ಜಿಯಂತೆ 45500 ಲೀಟರ್ ಗೂ ಹೆಚ್ಚು ಹಾಲು ಸರಬರಾಜು ಮಾಡಲಾಗಿದೆ ಎಂದು ದಾಖಲೆ ಸಮೇತ ವಿಶಲದನ್ನು ಪೀಠ ನೀಡಿದ್ದ ಆದೇಶವನ್ನು ಪ್ರಶ್ನಿಸಿ ವಿಭಾಗೀಯ ನಾಗೇಶ್ ಬಾಬು ದ್ವಿ ಸದಸ್ಯ ಪೀಠದಲ್ಲಿ ಮೇಲ್ಮನವಿ ಸಲ್ಲಿಸಿದ್ದರು. ಈ ಸಂಬಂಧವಾಗಿ ವಿಶ ಸದಸ್ಯ ಪೀಠ ನೀಡಿದ್ದ ತೀರ್ಪನ್ನು ರದ್ದುಗೊಳಿಸಿ ಚುನಾವಣಾ ಫಲಿತಾಂಶದ ಆಧಾರದ ಮೇಲೆ ಮಾನ್ಯ ಮಾಡುವಂತೆ ತಿಳಿಸಿತ್ತು. ಆದರೆ ಹೈಕೋರ್ಟ್ ದ್ವಿ ಸದಸ್ಯ ಪೀಠ ಆದೇಶ ಹೊರಡಿಸಿತ್ತು. ಈ ತೀರ್ಪನ್ನು ಪ್ರಶ್ನಿಸಿ bbox=[475, 302, 615, 396]
story1-headline: ಹೈಕೋರ್ಟ್ ಆದೇಶಕ್ಕೆ ಸುಪ್ರೀಂ ಕೋರ್ಟ್ ಬ್ರೇಕ್ : ಹಾವು-ಏಣಿ ಆಟದಲ್ಲಿ ಗೆಲ್ಲುವವರ್ಯಾರು...? bbox=[25, 93, 820, 123]
